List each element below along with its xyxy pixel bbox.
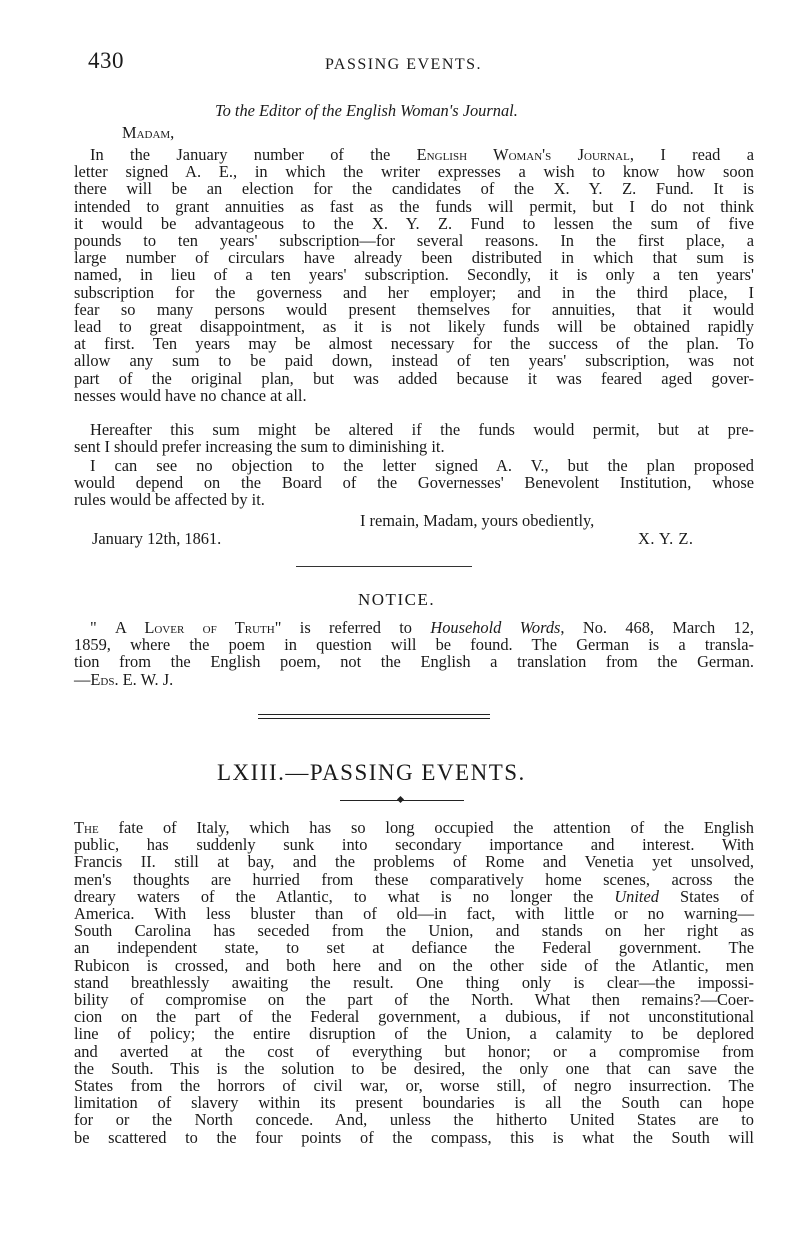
- diamond-icon: [397, 796, 404, 803]
- letter-signature: X. Y. Z.: [638, 529, 694, 548]
- letter-salutation: Madam,: [122, 123, 175, 142]
- text-line: an independent state, to set at defiance the Federal government. The: [74, 938, 754, 958]
- text-line: the South. This is the solution to be desired, the only one that can save the: [74, 1058, 754, 1078]
- text-line: there will be an election for the candidates of the X. Y. Z. Fund. It is: [74, 179, 754, 199]
- letter-closing: I remain, Madam, yours obediently,: [360, 511, 595, 530]
- letter-paragraph-2: [74, 421, 754, 455]
- small-caps-text: English Woman's Journal: [416, 145, 630, 164]
- text-line: be scattered to the four points of the compass, this is what the South will: [74, 1127, 754, 1147]
- text-line: " A Lover of Truth" is referred to Household Words, No. 468, March 12,: [90, 618, 754, 637]
- small-caps-text: Eds.: [90, 669, 119, 689]
- text-line: part of the original plan, but was added because it was feared aged gover-: [74, 368, 754, 388]
- text-line: South Carolina has seceded from the Union, and stands on her right as: [74, 921, 754, 941]
- letter-paragraph-1: [74, 146, 754, 404]
- text-line: rules would be affected by it.: [74, 490, 265, 510]
- text-line: lead to great disappointment, as it is not likely funds will be obtained rapidly: [74, 317, 754, 337]
- text-line: large number of circulars have already been distributed in which that sum is: [74, 248, 754, 268]
- text-line: named, in lieu of a ten years' subscription. Secondly, it is only a ten years': [74, 265, 754, 285]
- small-caps-text: A Lover of Truth: [115, 618, 275, 637]
- text-line: it would be advantageous to the X. Y. Z. Fund to lessen the sum of five: [74, 213, 754, 233]
- notice-body: [74, 619, 754, 688]
- text-line: would depend on the Board of the Governesses' Benevolent Institution, whose: [74, 473, 754, 493]
- running-head: PASSING EVENTS.: [325, 56, 483, 73]
- text-line: stand breathlessly awaiting the result. One thing only is clear—the impossi-: [74, 972, 754, 992]
- text-line: for or the North concede. And, unless the hitherto United States are to: [74, 1110, 754, 1130]
- text-line: intended to grant annuities as fast as the funds will permit, but I do not think: [74, 196, 754, 216]
- text-line: at first. Ten years may be almost necessary for the success of the plan. To: [74, 334, 754, 354]
- double-divider-rule: [258, 714, 490, 719]
- text-line: allow any sum to be paid down, instead of ten years' subscription, was not: [74, 351, 754, 371]
- letter-paragraph-3: [74, 457, 754, 509]
- text-line: 1859, where the poem in question will be found. The German is a transla-: [74, 635, 754, 655]
- text-line: Hereafter this sum might be altered if the funds would permit, but at pre-: [90, 420, 754, 439]
- text-line: —Eds. E. W. J.: [74, 669, 174, 689]
- text-line: Francis II. still at bay, and the problems of Rome and Venetia yet unsolved,: [74, 852, 754, 872]
- text-line: In the January number of the English Woman's Journal, I read a: [90, 145, 755, 164]
- text-line: subscription for the governess and her employer; and in the third place, I: [74, 282, 754, 302]
- page-header: [80, 48, 730, 78]
- text-line: cion on the part of the Federal government, a dubious, if not unconstitutional: [74, 1007, 754, 1027]
- text-line: public, has suddenly sunk into secondary importance and interest. With: [74, 835, 754, 855]
- notice-title: NOTICE.: [358, 590, 436, 609]
- text-line: fear so many persons would present themselves for annuities, that it would: [74, 299, 754, 319]
- text-line: and averted at the cost of everything but honor; or a compromise from: [74, 1041, 754, 1061]
- section-body: [74, 819, 754, 1146]
- small-caps-text: The: [74, 818, 99, 837]
- ornament-rule: [340, 798, 464, 804]
- text-line: dreary waters of the Atlantic, to what is no longer the United States of: [74, 886, 754, 906]
- divider-rule: [296, 566, 472, 567]
- text-line: nesses would have no chance at all.: [74, 385, 307, 405]
- text-line: letter signed A. E., in which the writer expresses a wish to know how soon: [74, 162, 754, 182]
- text-line: America. With less bluster than of old—in fact, with little or no warning—: [74, 904, 754, 924]
- text-line: pounds to ten years' subscription—for several reasons. In the first place, a: [74, 231, 754, 251]
- text-line: tion from the English poem, not the English a translation from the German.: [74, 652, 754, 672]
- letter-date: January 12th, 1861.: [92, 529, 222, 548]
- text-line: men's thoughts are hurried from these comparatively home scenes, across the: [74, 869, 754, 889]
- text-line: bility of compromise on the part of the North. What then remains?—Coer-: [74, 990, 754, 1010]
- text-line: line of policy; the entire disruption of the Union, a calamity to be deplored: [74, 1024, 754, 1044]
- text-line: sent I should prefer increasing the sum to diminishing it.: [74, 437, 445, 457]
- letter-addressee: To the Editor of the English Woman's Journal.: [215, 101, 518, 120]
- text-line: limitation of slavery within its present boundaries is all the South can hope: [74, 1093, 754, 1113]
- section-title: LXIII.—PASSING EVENTS.: [217, 760, 526, 785]
- page-number: 430: [88, 48, 124, 73]
- text-line: I can see no objection to the letter signed A. V., but the plan proposed: [90, 456, 754, 475]
- text-line: Rubicon is crossed, and both here and on the other side of the Atlantic, men: [74, 955, 754, 975]
- italic-text: United: [614, 886, 659, 906]
- text-line: The fate of Italy, which has so long occupied the attention of the English: [74, 818, 754, 837]
- italic-text: Household Words: [430, 618, 561, 637]
- text-line: States from the horrors of civil war, or, worse still, of negro insurrection. The: [74, 1076, 754, 1096]
